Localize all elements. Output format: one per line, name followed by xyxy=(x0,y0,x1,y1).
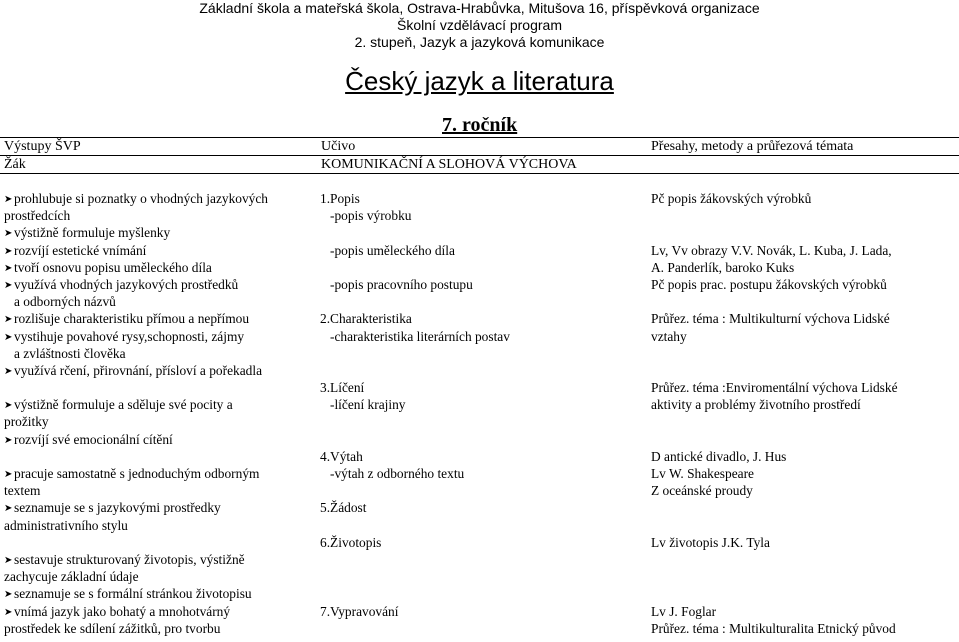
list-item-continued: prožitky xyxy=(4,414,49,430)
list-item: ➤ vnímá jazyk jako bohatý a mnohotvárný xyxy=(4,603,312,620)
cross-reference: Lv životopis J.K. Tyla xyxy=(651,534,770,550)
list-item: ➤ výstižně formuluje myšlenky xyxy=(4,224,312,241)
list-item: ➤ pracuje samostatně s jednoduchým odborným xyxy=(4,465,312,482)
topic-heading: 1.Popis xyxy=(320,191,360,206)
spacer xyxy=(320,293,638,310)
cross-reference: Pč popis žákovských výrobků xyxy=(651,191,812,206)
subtopic: -charakteristika literárních postav xyxy=(330,328,510,344)
subtopic: -výtah z odborného textu xyxy=(330,466,465,481)
header-ucivo: Učivo xyxy=(321,139,356,154)
list-item: ➤ využívá rčení, přirovnání, přísloví a pořekadla xyxy=(4,362,312,379)
topic-heading: 2.Charakteristika xyxy=(320,311,412,327)
bullet-arrow-icon: ➤ xyxy=(4,279,13,291)
spacer xyxy=(651,413,955,430)
school-name: Základní škola a mateřská škola, Ostrava-Hrabůvka, Mitušova 16, příspěvková organizace xyxy=(199,0,760,16)
list-item: ➤ vystihuje povahové rysy,schopnosti, zájmy xyxy=(4,328,312,345)
list-item-continued: a zvláštnosti člověka xyxy=(14,345,126,361)
spacer xyxy=(651,431,955,448)
spacer xyxy=(320,482,638,499)
spacer xyxy=(320,568,638,585)
subtopic: -popis výrobku xyxy=(330,208,412,224)
list-item: ➤ seznamuje se s jazykovými prostředky xyxy=(4,499,312,516)
topic-heading: 5.Žádost xyxy=(320,500,367,516)
header-vystupy: Výstupy ŠVP xyxy=(4,139,81,154)
subtopic: -popis uměleckého díla xyxy=(330,242,455,258)
spacer xyxy=(651,224,955,241)
bullet-arrow-icon: ➤ xyxy=(4,434,13,446)
cross-reference: D antické divadlo, J. Hus xyxy=(651,448,787,464)
bullet-arrow-icon: ➤ xyxy=(4,194,13,205)
table-top-border xyxy=(0,137,959,138)
topic-heading: 7.Vypravování xyxy=(320,603,399,619)
list-item: ➤ sestavuje strukturovaný životopis, výstižně xyxy=(4,551,312,568)
bullet-arrow-icon: ➤ xyxy=(4,331,13,343)
spacer xyxy=(320,413,638,430)
list-item: ➤ využívá vhodných jazykových prostředků xyxy=(4,276,312,293)
cross-reference: Lv W. Shakespeare xyxy=(651,466,755,481)
cross-reference: Z oceánské proudy xyxy=(651,483,753,499)
header-zak: Žák xyxy=(4,157,26,172)
subject-area: 2. stupeň, Jazyk a jazyková komunikace xyxy=(354,34,605,50)
cross-reference: aktivity a problémy životního prostředí xyxy=(651,397,861,413)
cross-reference: vztahy xyxy=(651,328,687,344)
presahy-column xyxy=(651,190,955,637)
spacer xyxy=(320,259,638,276)
bullet-arrow-icon: ➤ xyxy=(4,228,13,240)
bullet-arrow-icon: ➤ xyxy=(4,589,13,601)
spacer xyxy=(651,499,955,516)
bullet-arrow-icon: ➤ xyxy=(4,554,13,566)
bullet-arrow-icon: ➤ xyxy=(4,469,13,480)
subtopic: -líčení krajiny xyxy=(330,397,406,413)
bullet-arrow-icon: ➤ xyxy=(4,606,13,618)
spacer xyxy=(320,345,638,362)
cross-reference: Průřez. téma : Multikulturalita Etnický původ xyxy=(651,620,896,636)
list-item: ➤ prohlubuje si poznatky o vhodných jazykových xyxy=(4,190,312,207)
list-item-continued: administrativního stylu xyxy=(4,517,128,533)
spacer xyxy=(320,517,638,534)
topic-heading: 6.Životopis xyxy=(320,534,382,550)
bullet-arrow-icon: ➤ xyxy=(4,314,13,326)
spacer xyxy=(651,207,955,224)
subtopic: -popis pracovního postupu xyxy=(330,276,473,292)
spacer xyxy=(4,448,312,465)
list-item: ➤ tvoří osnovu popisu uměleckého díla xyxy=(4,259,312,276)
spacer xyxy=(4,379,312,396)
bullet-arrow-icon: ➤ xyxy=(4,503,13,515)
bullet-arrow-icon: ➤ xyxy=(4,400,13,412)
list-item: ➤ rozvíjí estetické vnímání xyxy=(4,242,312,259)
spacer xyxy=(4,534,312,551)
topic-heading: 3.Líčení xyxy=(320,380,365,396)
list-item: ➤ seznamuje se s formální stránkou životopisu xyxy=(4,585,312,602)
cross-reference: Pč popis prac. postupu žákovských výrobků xyxy=(651,276,887,292)
list-item-continued: textem xyxy=(4,483,41,499)
list-item-continued: prostředcích xyxy=(4,208,71,224)
list-item: ➤ rozlišuje charakteristiku přímou a nepřímou xyxy=(4,310,312,327)
spacer xyxy=(320,585,638,602)
topic-heading: 4.Výtah xyxy=(320,448,363,464)
spacer xyxy=(320,224,638,241)
cross-reference: A. Panderlík, baroko Kuks xyxy=(651,259,795,275)
spacer xyxy=(651,345,955,362)
spacer xyxy=(651,293,955,310)
header-presahy: Přesahy, metody a průřezová témata xyxy=(651,139,854,154)
list-item: ➤ rozvíjí své emocionální cítění xyxy=(4,431,312,448)
spacer xyxy=(320,551,638,568)
bullet-arrow-icon: ➤ xyxy=(4,262,13,274)
spacer xyxy=(651,568,955,585)
vystupy-column xyxy=(4,190,312,637)
bullet-arrow-icon: ➤ xyxy=(4,365,13,377)
grade-label: 7. ročník xyxy=(442,114,518,136)
spacer xyxy=(651,517,955,534)
cross-reference: Lv, Vv obrazy V.V. Novák, L. Kuba, J. Lada, xyxy=(651,242,892,258)
spacer xyxy=(651,551,955,568)
program-name: Školní vzdělávací program xyxy=(397,17,562,33)
spacer xyxy=(651,362,955,379)
list-item-continued: prostředek ke sdílení zážitků, pro tvorbu xyxy=(4,620,221,636)
section-title: KOMUNIKAČNÍ A SLOHOVÁ VÝCHOVA xyxy=(321,157,577,172)
cross-reference: Lv J. Foglar xyxy=(651,603,717,619)
bullet-arrow-icon: ➤ xyxy=(4,245,13,257)
ucivo-column xyxy=(320,190,638,620)
list-item-continued: a odborných názvů xyxy=(14,294,116,310)
cross-reference: Průřez. téma :Enviromentální výchova Lidské xyxy=(651,380,898,396)
cross-reference: Průřez. téma : Multikulturní výchova Lidské xyxy=(651,311,890,327)
list-item-continued: zachycuje základní údaje xyxy=(4,569,139,585)
section-divider xyxy=(0,173,959,174)
spacer xyxy=(320,431,638,448)
spacer xyxy=(320,362,638,379)
spacer xyxy=(651,585,955,602)
list-item: ➤ výstižně formuluje a sděluje své pocity a xyxy=(4,396,312,413)
page-title: Český jazyk a literatura xyxy=(345,66,614,96)
header-divider xyxy=(0,155,959,156)
